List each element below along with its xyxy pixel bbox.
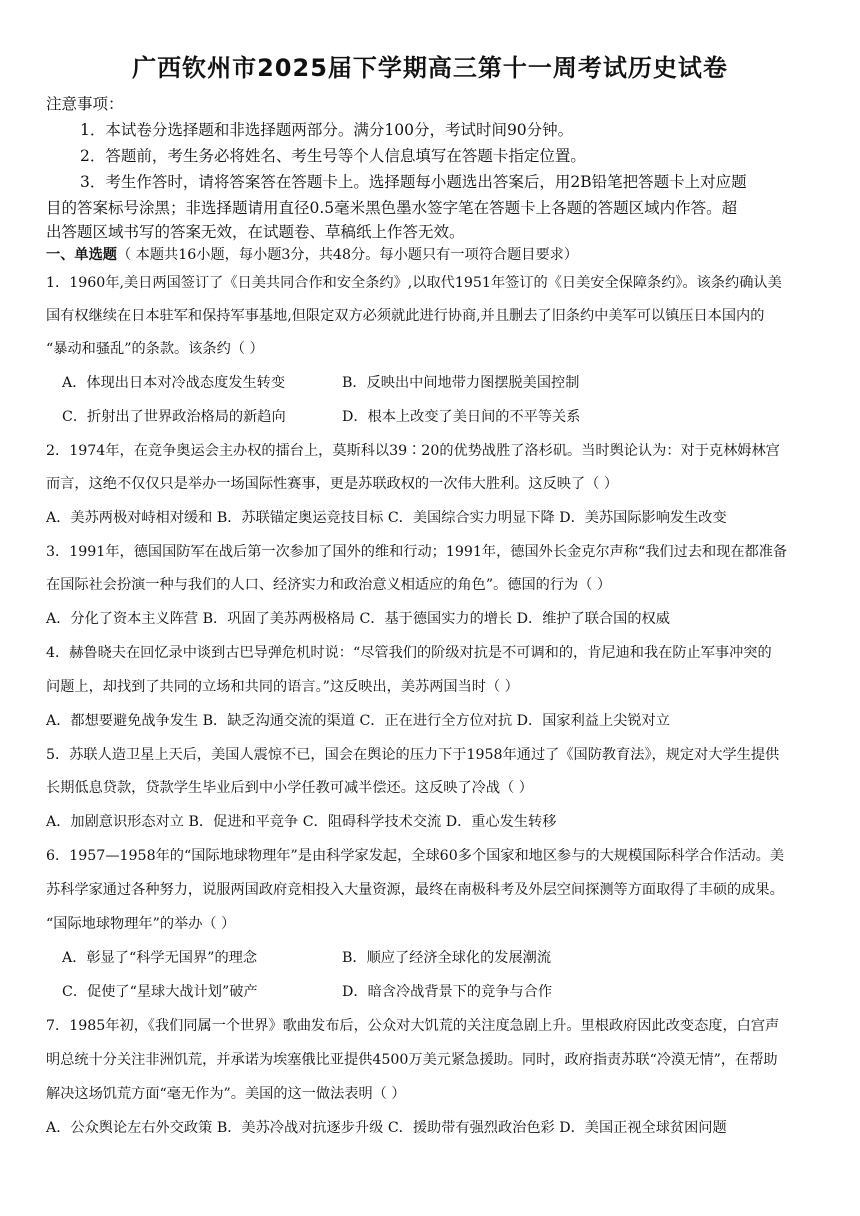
question-6-stem-cont: 苏科学家通过各种努力，说服两国政府竞相投入大量资源，最终在南极科考及外层空间探测等方面取得了丰硕的成果。 (46, 882, 784, 898)
question-1-option-c: C．折射出了世界政治格局的新趋向 (62, 409, 286, 425)
question-1-option-b: B．反映出中间地带力图摆脱美国控制 (342, 375, 580, 391)
question-5-options: A．加剧意识形态对立 B．促进和平竞争 C．阻碍科学技术交流 D．重心发生转移 (46, 814, 557, 830)
question-1-stem-cont: 国有权继续在日本驻军和保持军事基地,但限定双方必须就此进行协商,并且删去了旧条约中美军可以镇压日本国内的 (46, 308, 765, 324)
section-label: 一、单选题 (46, 247, 117, 263)
notice-item-1: 1．本试卷分选择题和非选择题两部分。满分100分，考试时间90分钟。 (80, 121, 574, 139)
question-1-stem: 1．1960年,美日两国签订了《日美共同合作和安全条约》,以取代1951年签订的《日美安全保障条约》。该条约确认美 (46, 275, 782, 291)
section-header (46, 244, 578, 264)
question-7-options: A．公众舆论左右外交政策 B．美苏冷战对抗逐步升级 C．援助带有强烈政治色彩 D．美国正视全球贫困问题 (46, 1120, 727, 1136)
question-5-stem: 5．苏联人造卫星上天后，美国人震惊不已，国会在舆论的压力下于1958年通过了《国防教育法》，规定对大学生提供 (46, 747, 780, 763)
question-2-stem-cont: 而言，这绝不仅仅只是举办一场国际性赛事，更是苏联政权的一次伟大胜利。这反映了（ ） (46, 476, 619, 492)
question-1-option-a: A．体现出日本对冷战态度发生转变 (62, 375, 286, 391)
question-1-stem-cont: “暴动和骚乱”的条款。该条约（ ） (46, 341, 264, 357)
question-6-option-d: D．暗含冷战背景下的竞争与合作 (342, 984, 553, 1000)
notice-item-3-cont: 目的答案标号涂黑；非选择题请用直径0.5毫米黑色墨水签字笔在答题卡上各题的答题区域内作答。超 (46, 199, 738, 217)
question-1-option-d: D．根本上改变了美日间的不平等关系 (342, 409, 581, 425)
notice-item-3-cont: 出答题区域书写的答案无效，在试题卷、草稿纸上作答无效。 (46, 223, 465, 241)
question-4-options: A．都想要避免战争发生 B．缺乏沟通交流的渠道 C．正在进行全方位对抗 D．国家利益上尖锐对立 (46, 713, 670, 729)
question-7-stem: 7．1985年初，《我们同属一个世界》歌曲发布后，公众对大饥荒的关注度急剧上升。里根政府因此改变态度，白宫声 (46, 1018, 780, 1034)
question-6-option-a: A．彰显了“科学无国界”的理念 (62, 950, 258, 966)
question-6-option-b: B．顺应了经济全球化的发展潮流 (342, 950, 552, 966)
question-5-stem-cont: 长期低息贷款，贷款学生毕业后到中小学任教可减半偿还。这反映了冷战（ ） (46, 780, 533, 796)
question-6-stem-cont: “国际地球物理年”的举办（ ） (46, 916, 236, 932)
question-4-stem-cont: 问题上，却找到了共同的立场和共同的语言。”这反映出，美苏两国当时（ ） (46, 679, 519, 695)
question-2-options: A．美苏两极对峙相对缓和 B．苏联锚定奥运竞技目标 C．美国综合实力明显下降 D．美苏国际影响发生改变 (46, 510, 727, 526)
question-3-stem: 3．1991年，德国国防军在战后第一次参加了国外的维和行动；1991年，德国外长金克尔声称“我们过去和现在都准备 (46, 544, 788, 560)
question-4-stem: 4．赫鲁晓夫在回忆录中谈到古巴导弹危机时说：“尽管我们的阶级对抗是不可调和的，肯尼迪和我在防止军事冲突的 (46, 645, 772, 661)
notice-item-3: 3．考生作答时，请将答案答在答题卡上。选择题每小题选出答案后，用2B铅笔把答题卡上对应题 (80, 173, 747, 191)
question-3-stem-cont: 在国际社会扮演一种与我们的人口、经济实力和政治意义相适应的角色”。德国的行为（ ） (46, 577, 612, 593)
section-desc: （ 本题共16小题，每小题3分，共48分。每小题只有一项符合题目要求） (116, 247, 579, 263)
notice-heading: 注意事项： (46, 95, 124, 113)
question-6-option-c: C．促使了“星球大战计划”破产 (62, 984, 258, 1000)
page-title: 广西钦州市2025届下学期高三第十一周考试历史试卷 (132, 54, 728, 82)
question-7-stem-cont: 明总统十分关注非洲饥荒，并承诺为埃塞俄比亚提供4500万美元紧急援助。同时，政府指责苏联“冷漠无情”，在帮助 (46, 1052, 778, 1068)
question-2-stem: 2．1974年，在竞争奥运会主办权的擂台上，莫斯科以39∶20的优势战胜了洛杉矶。当时舆论认为：对于克林姆林宫 (46, 443, 780, 459)
question-3-options: A．分化了资本主义阵营 B．巩固了美苏两极格局 C．基于德国实力的增长 D．维护了联合国的权威 (46, 611, 670, 627)
notice-item-2: 2．答题前，考生务必将姓名、考生号等个人信息填写在答题卡指定位置。 (80, 147, 586, 165)
question-6-stem: 6．1957—1958年的“国际地球物理年”是由科学家发起，全球60多个国家和地区参与的大规模国际科学合作活动。美 (46, 848, 785, 864)
question-7-stem-cont: 解决这场饥荒方面“毫无作为”。美国的这一做法表明（ ） (46, 1086, 406, 1102)
